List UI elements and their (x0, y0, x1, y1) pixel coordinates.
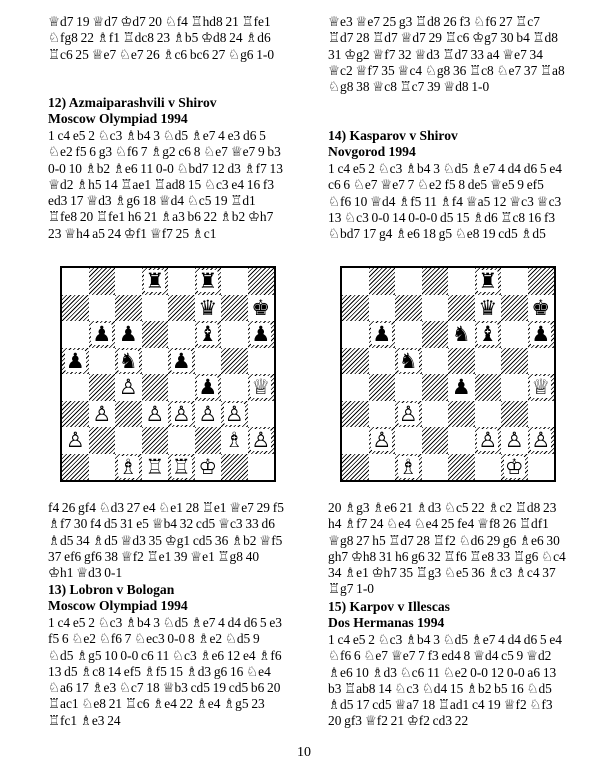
board-square (475, 321, 502, 348)
board-square (528, 321, 555, 348)
board-square (475, 374, 502, 401)
board-square (62, 348, 89, 375)
board-square (422, 295, 449, 322)
board-square (195, 427, 222, 454)
board-square (62, 268, 89, 295)
board-square (422, 348, 449, 375)
board-square (221, 374, 248, 401)
board-square (221, 427, 248, 454)
board-square (115, 348, 142, 375)
chess-piece: ♗ (224, 428, 244, 453)
chess-piece: ♝ (478, 322, 498, 347)
board-square (142, 268, 169, 295)
chess-piece: ♙ (372, 428, 392, 453)
chess-piece: ♞ (451, 322, 471, 347)
chess-piece: ♙ (504, 428, 524, 453)
chess-piece: ♟ (372, 322, 392, 347)
board-square (89, 321, 116, 348)
board-square (115, 295, 142, 322)
game-11-continuation: ♕d7 19 ♕d7 ♔d7 20 ♘f4 ♖hd8 21 ♖fe1 ♘fg8 22 ♗f1 ♖dc8 23 ♗b5 ♔d8 24 ♗d6 ♖c6 25 ♕e7 ♘e7 26 ♗c6 bc6 27 ♘g6 1-0 (48, 14, 275, 62)
board-square (369, 295, 396, 322)
board-square (62, 374, 89, 401)
board-square (501, 295, 528, 322)
board-square (395, 401, 422, 428)
board-square (501, 321, 528, 348)
chess-piece: ♜ (198, 269, 218, 294)
board-square (342, 348, 369, 375)
board-square (369, 348, 396, 375)
board-square (221, 348, 248, 375)
chess-diagram-left (60, 266, 276, 482)
board-square (142, 348, 169, 375)
board-square (501, 268, 528, 295)
board-square (448, 427, 475, 454)
board-square (395, 454, 422, 481)
board-square (89, 427, 116, 454)
board-square (168, 374, 195, 401)
board-square (475, 295, 502, 322)
board-square (89, 348, 116, 375)
chess-piece: ♞ (398, 348, 418, 373)
chess-piece: ♕ (531, 375, 551, 400)
chess-piece: ♙ (251, 428, 271, 453)
board-square (195, 321, 222, 348)
board-square (168, 454, 195, 481)
board-square (369, 321, 396, 348)
board-square (395, 268, 422, 295)
chess-piece: ♔ (504, 454, 524, 479)
board-square (395, 295, 422, 322)
board-square (475, 401, 502, 428)
chess-piece: ♞ (118, 348, 138, 373)
game-12-event: Moscow Olympiad 1994 (48, 111, 188, 126)
chess-piece: ♖ (145, 454, 165, 479)
chess-piece: ♙ (224, 401, 244, 426)
board-square (168, 348, 195, 375)
board-square (342, 268, 369, 295)
board-square (115, 268, 142, 295)
board-square (115, 321, 142, 348)
board-square (221, 401, 248, 428)
board-square (528, 401, 555, 428)
board-square (422, 454, 449, 481)
board-square (89, 401, 116, 428)
chess-piece: ♗ (118, 454, 138, 479)
page-number: 10 (297, 745, 311, 760)
board-square (195, 295, 222, 322)
game-15-moves: 1 c4 e5 2 ♘c3 ♗b4 3 ♘d5 ♗e7 4 d4 d6 5 e4 ♘f6 6 ♘e7 ♕e7 7 f3 ed4 8 ♕d4 c5 9 ♕d2 ♗e6 10 ♗d3 ♘c6 11 ♘e2 0-0 12 0-0 a6 13 b3 ♖ab8 14 ♘c3 ♘d4 15 ♗b2 b5 16 ♘d5 ♗d5 17 cd5 ♕a7 18 ♖ad1 c4 19 ♕f2 ♘f3 20 gf3 ♕f2 21 ♔f2 cd3 22 (328, 632, 562, 729)
board-square (221, 295, 248, 322)
board-square (528, 348, 555, 375)
board-square (422, 268, 449, 295)
board-square (342, 374, 369, 401)
chess-piece: ♙ (398, 401, 418, 426)
board-square (422, 321, 449, 348)
board-square (448, 348, 475, 375)
board-square (142, 454, 169, 481)
board-square (475, 454, 502, 481)
chess-piece: ♙ (92, 401, 112, 426)
board-square (342, 321, 369, 348)
board-square (342, 295, 369, 322)
chess-piece: ♗ (398, 454, 418, 479)
board-square (195, 348, 222, 375)
board-square (89, 295, 116, 322)
game-12-moves: 1 c4 e5 2 ♘c3 ♗b4 3 ♘d5 ♗e7 4 e3 d6 5 ♘e2 f5 6 g3 ♘f6 7 ♗g2 c6 8 ♘e7 ♕e7 9 b3 0-0 10 ♗b2 ♗e6 11 0-0 ♘bd7 12 d3 ♗f7 13 ♕d2 ♗h5 14 ♖ae1 ♖ad8 15 ♘c3 e4 16 f3 ed3 17 ♕d3 ♗g6 18 ♕d4 ♘c5 19 ♖d1 ♖fe8 20 ♖fe1 h6 21 ♗a3 b6 22 ♗b2 ♔h7 23 ♕h4 a5 24 ♔f1 ♕f7 25 ♗c1 (48, 128, 283, 241)
board-square (422, 401, 449, 428)
chess-piece: ♜ (478, 269, 498, 294)
board-square (248, 348, 275, 375)
board-square (528, 374, 555, 401)
board-square (115, 427, 142, 454)
board-square (221, 321, 248, 348)
board-square (369, 427, 396, 454)
board-square (448, 374, 475, 401)
board-square (475, 348, 502, 375)
board-square (448, 321, 475, 348)
board-square (248, 427, 275, 454)
game-13-event: Moscow Olympiad 1994 (48, 598, 188, 613)
chess-piece: ♟ (118, 322, 138, 347)
board-square (62, 401, 89, 428)
board-square (342, 454, 369, 481)
board-square (528, 268, 555, 295)
board-square (528, 454, 555, 481)
board-square (142, 295, 169, 322)
board-square (448, 295, 475, 322)
board-square (395, 427, 422, 454)
chess-piece: ♙ (145, 401, 165, 426)
board-square (422, 374, 449, 401)
game-14-event: Novgorod 1994 (328, 144, 416, 159)
board-square (142, 401, 169, 428)
board-square (89, 268, 116, 295)
chess-piece: ♟ (251, 322, 271, 347)
chess-piece: ♙ (198, 401, 218, 426)
game-14-title: 14) Kasparov v Shirov (328, 128, 458, 143)
board-square (501, 348, 528, 375)
board-square (369, 374, 396, 401)
chess-piece: ♙ (118, 375, 138, 400)
game-15-title: 15) Karpov v Illescas (328, 599, 450, 614)
board-square (395, 321, 422, 348)
board-square (195, 401, 222, 428)
board-square (248, 374, 275, 401)
chess-piece: ♔ (198, 454, 218, 479)
game-12-title: 12) Azmaiparashvili v Shirov (48, 95, 217, 110)
board-square (62, 454, 89, 481)
board-square (142, 321, 169, 348)
chess-piece: ♙ (531, 428, 551, 453)
board-square (248, 454, 275, 481)
board-square (342, 427, 369, 454)
chess-diagram-right (340, 266, 556, 482)
game-13-title: 13) Lobron v Bologan (48, 582, 175, 597)
game-13-moves: 1 c4 e5 2 ♘c3 ♗b4 3 ♘d5 ♗e7 4 d4 d6 5 e3 f5 6 ♘e2 ♘f6 7 ♘ec3 0-0 8 ♗e2 ♘d5 9 ♘d5 ♗g5 10 0-0 c6 11 ♘c3 ♗e6 12 e4 ♗f6 13 d5 ♗c8 14 ef5 ♗f5 15 ♗d3 g6 16 ♘e4 ♘a6 17 ♗e3 ♘c7 18 ♕b3 cd5 19 cd5 b6 20 ♖ac1 ♘e8 21 ♖c6 ♗e4 22 ♗e4 ♗g5 23 ♖fc1 ♗e3 24 (48, 615, 282, 728)
chess-piece: ♖ (171, 454, 191, 479)
board-square (448, 454, 475, 481)
board-square (168, 295, 195, 322)
board-square (501, 374, 528, 401)
board-square (248, 321, 275, 348)
board-square (142, 374, 169, 401)
board-square (369, 401, 396, 428)
board-square (115, 374, 142, 401)
chess-piece: ♚ (531, 295, 551, 320)
board-square (195, 454, 222, 481)
board-square (448, 268, 475, 295)
board-square (528, 427, 555, 454)
board-square (475, 427, 502, 454)
board-square (62, 321, 89, 348)
board-square (115, 454, 142, 481)
board-square (195, 374, 222, 401)
chess-piece: ♝ (198, 322, 218, 347)
board-square (89, 454, 116, 481)
board-square (501, 454, 528, 481)
chess-piece: ♙ (65, 428, 85, 453)
board-square (62, 427, 89, 454)
chess-piece: ♟ (451, 375, 471, 400)
board-square (448, 401, 475, 428)
board-square (195, 268, 222, 295)
chess-piece: ♙ (171, 401, 191, 426)
chess-piece: ♟ (92, 322, 112, 347)
chess-piece: ♛ (198, 295, 218, 320)
game-14-moves: 1 c4 e5 2 ♘c3 ♗b4 3 ♘d5 ♗e7 4 d4 d6 5 e4 c6 6 ♘e7 ♕e7 7 ♘e2 f5 8 de5 ♕e5 9 ef5 ♘f6 10 ♕d4 ♗f5 11 ♗f4 ♕a5 12 ♕c3 ♕c3 13 ♘c3 0-0 14 0-0-0 d5 15 ♗d6 ♖c8 16 f3 ♘bd7 17 g4 ♗e6 18 g5 ♘e8 19 cd5 ♗d5 (328, 161, 562, 242)
chess-piece: ♟ (531, 322, 551, 347)
board-square (89, 374, 116, 401)
board-square (221, 268, 248, 295)
chess-piece: ♟ (65, 348, 85, 373)
board-square (168, 427, 195, 454)
board-square (142, 427, 169, 454)
board-square (395, 374, 422, 401)
board-square (422, 427, 449, 454)
game-12-continuation: f4 26 gf4 ♘d3 27 e4 ♘e1 28 ♖e1 ♕e7 29 f5 ♗f7 30 f4 d5 31 e5 ♕b4 32 cd5 ♕c3 33 d6 ♗d5 34 ♗d5 ♕d3 35 ♔g1 cd5 36 ♗b2 ♕f5 37 ef6 gf6 38 ♕f2 ♖e1 39 ♕e1 ♖g8 40 ♔h1 ♕d3 0-1 (48, 500, 284, 581)
board-square (248, 401, 275, 428)
chess-piece: ♟ (171, 348, 191, 373)
board-square (168, 268, 195, 295)
game-13-continuation: ♕e3 ♕e7 25 g3 ♖d8 26 f3 ♘f6 27 ♖c7 ♖d7 28 ♖d7 ♕d7 29 ♖c6 ♔g7 30 b4 ♖d8 31 ♔g2 ♕f7 32 ♕d3 ♖d7 33 a4 ♕e7 34 ♕c2 ♕f7 35 ♕c4 ♘g8 36 ♖c8 ♘e7 37 ♖a8 ♘g8 38 ♕c8 ♖c7 39 ♕d8 1-0 (328, 14, 565, 95)
board-square (369, 454, 396, 481)
board-square (115, 401, 142, 428)
board-square (168, 401, 195, 428)
board-square (248, 268, 275, 295)
board-square (248, 295, 275, 322)
chess-piece: ♕ (251, 375, 271, 400)
board-square (501, 427, 528, 454)
board-square (475, 268, 502, 295)
board-square (501, 401, 528, 428)
chess-piece: ♙ (478, 428, 498, 453)
board-square (342, 401, 369, 428)
board-square (62, 295, 89, 322)
board-square (528, 295, 555, 322)
board-square (395, 348, 422, 375)
chess-piece: ♛ (478, 295, 498, 320)
board-square (369, 268, 396, 295)
chess-piece: ♚ (251, 295, 271, 320)
game-15-event: Dos Hermanas 1994 (328, 615, 445, 630)
game-14-continuation: 20 ♗g3 ♗e6 21 ♗d3 ♘c5 22 ♗c2 ♖d8 23 h4 ♗f7 24 ♘e4 ♘e4 25 fe4 ♕f8 26 ♖df1 ♕g8 27 h5 ♖d7 28 ♖f2 ♘d6 29 g6 ♗e6 30 gh7 ♔h8 31 h6 g6 32 ♖f6 ♖e8 33 ♖g6 ♘c4 34 ♗e1 ♔h7 35 ♖g3 ♘e5 36 ♗c3 ♗c4 37 ♖g7 1-0 (328, 500, 566, 597)
chess-piece: ♜ (145, 269, 165, 294)
board-square (168, 321, 195, 348)
board-square (221, 454, 248, 481)
chess-piece: ♟ (198, 375, 218, 400)
